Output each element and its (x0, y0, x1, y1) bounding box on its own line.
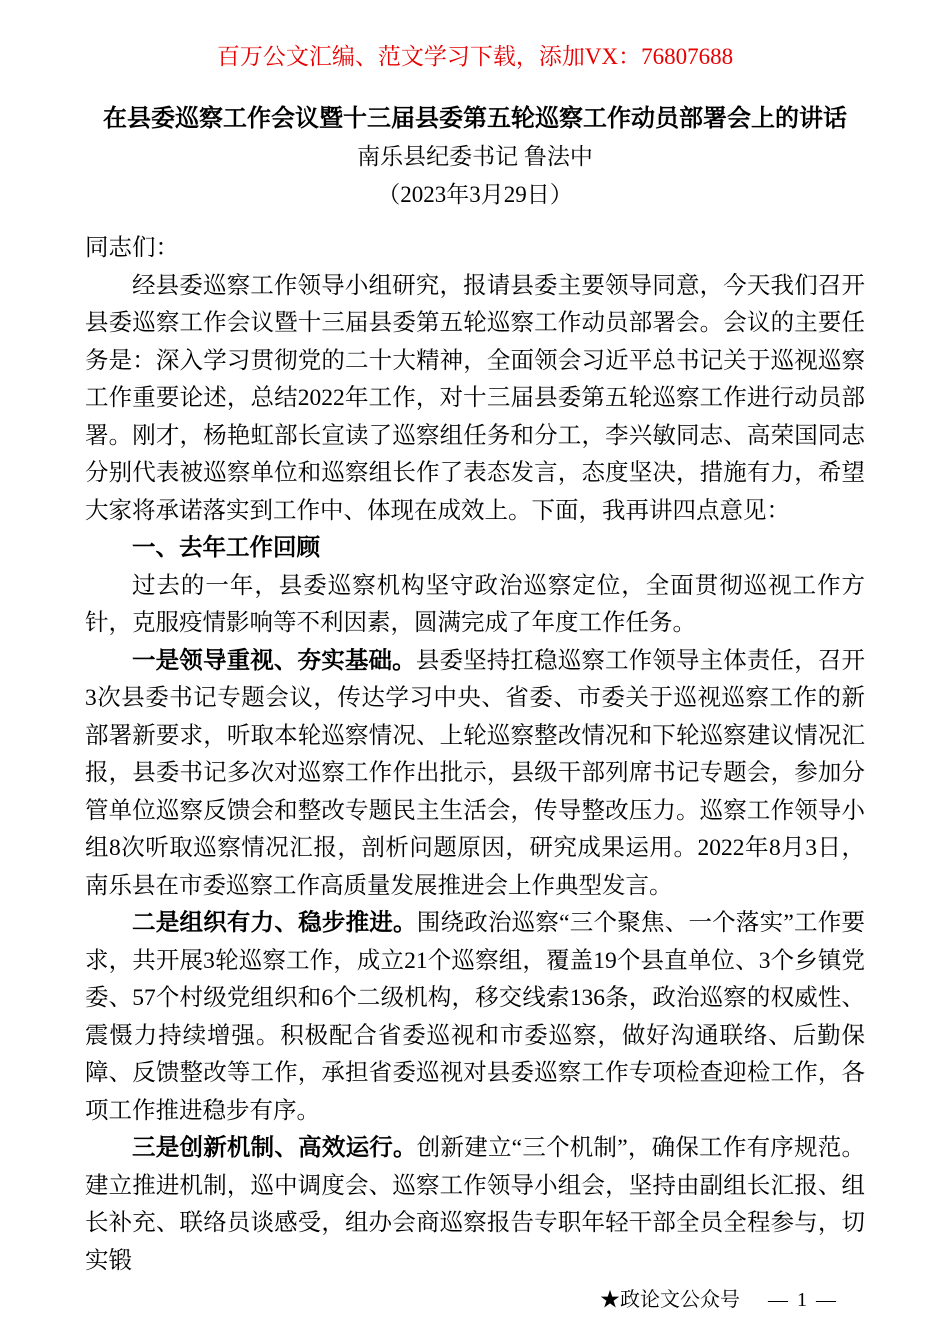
section-1-heading: 一、去年工作回顾 (132, 535, 320, 561)
point-2-paragraph (85, 905, 865, 1130)
page-footer (600, 1288, 838, 1312)
point-1-text: 县委坚持扛稳巡察工作领导主体责任，召开3次县委书记专题会议，传达学习中央、省委、市委关于巡视巡察工作的新部署新要求，听取本轮巡察情况、上轮巡察整改情况和下轮巡察建议情况汇报，县委书记多次对巡察工作作出批示，县级干部列席书记专题会，参加分管单位巡察反馈会和整改专题民主生活会，传导整改压力。巡察工作领导小组8次听取巡察情况汇报，剖析问题原因，研究成果运用。2022年8月3日，南乐县在市委巡察工作高质量发展推进会上作典型发言。 (85, 647, 866, 899)
document-body (0, 230, 950, 1280)
page-number: — 1 — (768, 1289, 838, 1311)
point-1-lead: 一是领导重视、夯实基础。 (132, 647, 416, 674)
point-2-lead: 二是组织有力、稳步推进。 (132, 910, 417, 936)
document-author: 南乐县纪委书记 鲁法中 (357, 144, 593, 169)
point-3-lead: 三是创新机制、高效运行。 (132, 1135, 417, 1161)
intro-paragraph: 经县委巡察工作领导小组研究，报请县委主要领导同意，今天我们召开县委巡察工作会议暨十三届县委第五轮巡察工作动员部署会。会议的主要任务是：深入学习贯彻党的二十大精神，全面领会习近平总书记关于巡视巡察工作重要论述，总结2022年工作，对十三届县委第五轮巡察工作进行动员部署。刚才，杨艳虹部长宣读了巡察组任务和分工，李兴敏同志、高荣国同志分别代表被巡察单位和巡察组长作了表态发言，态度坚决，措施有力，希望大家将承诺落实到工作中、体现在成效上。下面，我再讲四点意见： (85, 272, 865, 524)
star-icon: ★ (600, 1289, 620, 1311)
point-2-text: 围绕政治巡察“三个聚焦、一个落实”工作要求，共开展3轮巡察工作，成立21个巡察组，覆盖19个县直单位、3个乡镇党委、57个村级党组织和6个二级机构，移交线索136条，政治巡察的权威性、震慑力持续增强。积极配合省委巡视和市委巡察，做好沟通联络、后勤保障、反馈整改等工作，承担省委巡视对县委巡察工作专项检查迎检工作，各项工作推进稳步有序。 (85, 910, 865, 1124)
point-3-paragraph (85, 1130, 865, 1280)
document-date: （2023年3月29日） (377, 182, 573, 207)
promo-notice: 百万公文汇编、范文学习下载，添加VX：76807688 (216, 44, 734, 69)
point-3-text: 创新建立“三个机制”，确保工作有序规范。建立推进机制，巡中调度会、巡察工作领导小组会，坚持由副组长汇报、组长补充、联络员谈感受，组办会商巡察报告专职年轻干部全员全程参与，切实锻 (85, 1135, 865, 1274)
salutation: 同志们： (85, 235, 179, 261)
footer-brand: 政论文公众号 (620, 1289, 740, 1311)
point-1-paragraph (85, 643, 865, 906)
document-title: 在县委巡察工作会议暨十三届县委第五轮巡察工作动员部署会上的讲话 (103, 106, 847, 132)
review-paragraph: 过去的一年，县委巡察机构坚守政治巡察定位，全面贯彻巡视工作方针，克服疫情影响等不利因素，圆满完成了年度工作任务。 (85, 572, 865, 636)
